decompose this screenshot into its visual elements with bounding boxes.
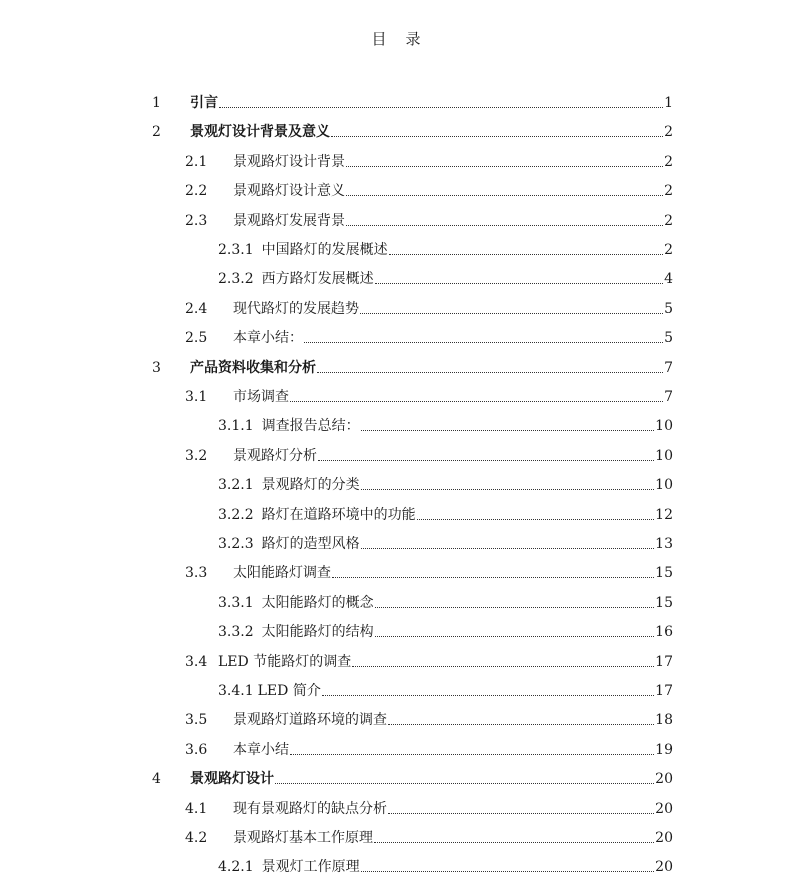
toc-entry-title: 景观路灯设计背景 [233,153,345,170]
toc-entry-number: 3.6 [185,741,208,758]
dot-leader [417,518,655,520]
toc-entry-page: 7 [664,359,673,376]
toc-entry-page: 10 [655,477,673,494]
toc-entry-page: 2 [664,242,673,258]
toc-entry-number: 4 [152,771,161,788]
toc-entry[interactable] [185,705,673,729]
toc-entry-number: 3.5 [185,712,208,729]
dot-leader [360,312,663,314]
toc-entry-page: 7 [664,389,673,405]
toc-entry-title: 景观路灯基本工作原理 [233,830,373,846]
toc-entry[interactable] [185,558,673,582]
toc-entry-number: 4.2.1 [218,859,254,876]
dot-leader [346,224,663,226]
toc-entry-number: 2.2 [185,183,208,200]
toc-entry[interactable] [218,588,673,612]
toc-entry-page: 2 [664,212,673,229]
toc-entry-number: 2.4 [185,300,208,317]
dot-leader [290,400,663,402]
toc-entry-title: 太阳能路灯调查 [233,565,331,582]
toc-entry-page: 2 [664,124,673,141]
dot-leader [361,870,655,872]
toc-entry[interactable] [218,470,673,494]
dot-leader [352,665,654,667]
toc-entry-title: 路灯的造型风格 [261,536,360,552]
toc-entry[interactable] [185,323,673,347]
toc-entry-page: 20 [655,771,673,788]
toc-entry-page: 2 [664,153,673,170]
toc-entry-number: 2.3.2 [218,271,254,288]
toc-entry-number: 2 [152,124,161,141]
toc-entry-page: 10 [655,418,673,435]
toc-entry-page: 16 [655,624,673,641]
toc-entry[interactable] [185,176,673,200]
dot-leader [219,106,663,108]
toc-entry[interactable] [218,529,673,553]
toc-entry-page: 20 [655,830,673,846]
toc-entry-number: 3.3.2 [218,624,254,641]
dot-leader [346,194,663,196]
dot-leader [304,341,663,343]
toc-entry[interactable] [185,206,673,230]
toc-entry-number: 3.1 [185,389,208,405]
toc-entry-number: 3.2.2 [218,506,254,523]
toc-entry-number: 2.3.1 [218,242,254,258]
toc-entry-title: 产品资料收集和分析 [190,359,316,376]
toc-entry-number: 3 [152,359,161,376]
toc-entry-page: 15 [655,565,673,582]
toc-entry[interactable] [185,735,673,759]
toc-entry[interactable] [152,764,673,788]
toc-entry-title: 现代路灯的发展趋势 [233,300,359,317]
toc-entry-title: 本章小结 [233,741,289,758]
toc-entry-page: 13 [655,536,673,552]
toc-entry-title: 景观路灯设计 [190,771,274,788]
toc-entry-number: 4.2 [185,830,208,846]
toc-entry[interactable] [218,264,673,288]
toc-title: 目 录 [371,30,423,48]
toc-entry-title: 景观路灯设计意义 [233,183,345,200]
toc-entry-page: 18 [655,712,673,729]
toc-entry[interactable] [185,823,673,847]
toc-entry-page: 1 [664,95,673,111]
toc-entry-page: 17 [655,653,673,670]
toc-entry-page: 10 [655,447,673,464]
dot-leader [361,429,655,431]
toc-entry-title: 景观灯设计背景及意义 [190,124,330,141]
toc-entry[interactable] [185,294,673,318]
toc-entry-number: 3.1.1 [218,418,254,435]
toc-entry-number: 3.2.3 [218,536,254,552]
toc-entry-number: 2.3 [185,212,208,229]
dot-leader [375,635,655,637]
toc-entry-page: 20 [655,800,673,817]
toc-entry[interactable] [185,382,673,406]
toc-entry-title: 现有景观路灯的缺点分析 [233,800,387,817]
toc-entry-page: 2 [664,183,673,200]
toc-entry-page: 4 [664,271,673,288]
toc-entry-title: 中国路灯的发展概述 [261,242,388,258]
toc-entry-number: 2.1 [185,153,208,170]
toc-entry-title: 景观灯工作原理 [261,859,360,876]
toc-entry-title: 路灯在道路环境中的功能 [261,506,416,523]
toc-entry-number: 3.4.1 [218,683,254,699]
toc-entry[interactable] [218,411,673,435]
toc-entry-title: 太阳能路灯的结构 [261,624,374,641]
toc-entry-title: 景观路灯发展背景 [233,212,345,229]
dot-leader [375,282,663,284]
toc-entry-page: 12 [655,506,673,523]
toc-entry[interactable] [218,500,673,524]
toc-entry[interactable] [152,353,673,377]
dot-leader [361,547,655,549]
toc-entry-number: 3.2 [185,447,208,464]
toc-entry-page: 15 [655,594,673,611]
dot-leader [290,753,654,755]
dot-leader [331,135,663,137]
dot-leader [361,488,655,490]
toc-entry[interactable] [185,441,673,465]
toc-entry-title: 本章小结： [233,330,303,347]
toc-entry[interactable] [218,617,673,641]
dot-leader [346,165,663,167]
toc-entry-page: 5 [664,330,673,347]
toc-entry-title: 景观路灯道路环境的调查 [233,712,387,729]
dot-leader [317,371,663,373]
toc-entry-title: 西方路灯发展概述 [261,271,374,288]
toc-entry-title: 引言 [190,95,218,111]
toc-entry-title: 调查报告总结： [261,418,360,435]
toc-entry[interactable] [185,647,673,671]
toc-entry-page: 19 [655,741,673,758]
toc-entry-number: 3.3 [185,565,208,582]
dot-leader [388,812,654,814]
toc-entry-page: 20 [655,859,673,876]
dot-leader [332,576,654,578]
toc-entry-number: 3.3.1 [218,594,254,611]
toc-entry-title: 市场调查 [233,389,289,405]
toc-entry[interactable] [185,794,673,818]
dot-leader [375,606,655,608]
dot-leader [388,723,654,725]
toc-entry-number: 2.5 [185,330,208,347]
toc-entry[interactable] [218,676,673,700]
toc-entry[interactable] [152,88,673,112]
toc-entry-number: 3.4 [185,653,208,670]
toc-entry[interactable] [218,852,673,876]
toc-entry-number: 3.2.1 [218,477,254,494]
toc-entry-number: 1 [152,95,161,111]
toc-entry[interactable] [152,117,673,141]
toc-entry[interactable] [218,235,673,259]
toc-entry-number: 4.1 [185,800,208,817]
toc-entry[interactable] [185,147,673,171]
dot-leader [318,459,654,461]
dot-leader [374,841,654,843]
dot-leader [322,694,654,696]
toc-entry-title: LED 节能路灯的调查 [218,653,352,670]
toc-entry-page: 17 [655,683,673,699]
toc-entry-title: LED 简介 [257,683,321,699]
dot-leader [389,253,663,255]
dot-leader [275,782,654,784]
toc-entry-title: 太阳能路灯的概念 [261,594,374,611]
toc-entry-title: 景观路灯分析 [233,447,317,464]
toc-entry-page: 5 [664,300,673,317]
toc-entry-title: 景观路灯的分类 [261,477,360,494]
